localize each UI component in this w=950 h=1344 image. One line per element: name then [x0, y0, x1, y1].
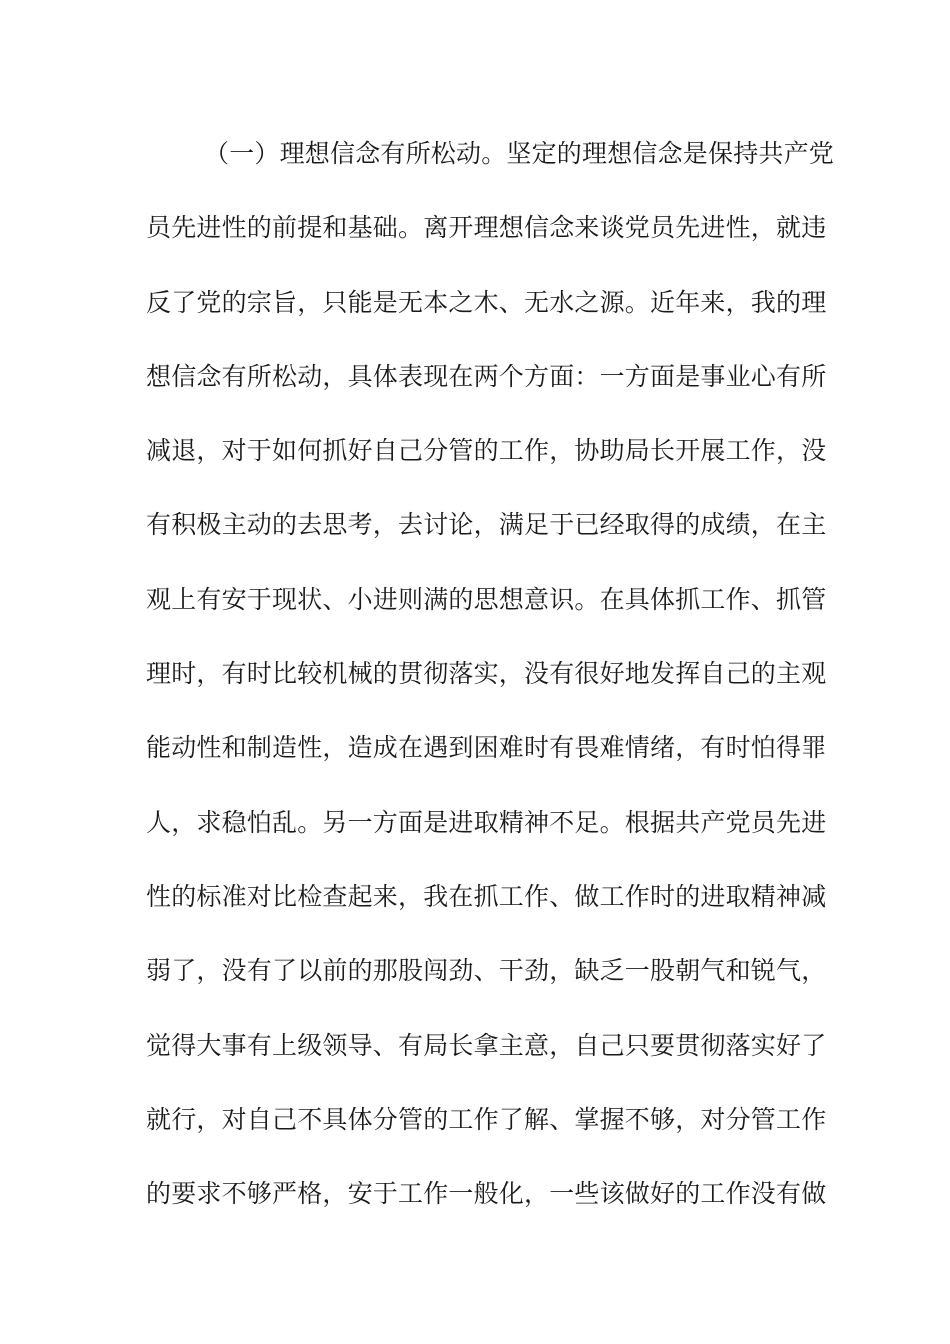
paragraph-line: 的要求不够严格，安于工作一般化，一些该做好的工作没有做 — [146, 1179, 827, 1209]
paragraph-line: 能动性和制造性，造成在遇到困难时有畏难情绪，有时怕得罪 — [146, 733, 827, 763]
paragraph-line: 想信念有所松动，具体表现在两个方面：一方面是事业心有所 — [146, 361, 827, 391]
paragraph-line: （一）理想信念有所松动。坚定的理想信念是保持共产党 — [204, 139, 835, 168]
paragraph-line: 员先进性的前提和基础。离开理想信念来谈党员先进性，就违 — [146, 213, 827, 243]
paragraph-line: 理时，有时比较机械的贯彻落实，没有很好地发挥自己的主观 — [146, 659, 827, 689]
paragraph-line: 有积极主动的去思考，去讨论，满足于已经取得的成绩，在主 — [146, 510, 827, 540]
paragraph-line: 反了党的宗旨，只能是无本之木、无水之源。近年来，我的理 — [146, 287, 827, 317]
paragraph-line: 减退，对于如何抓好自己分管的工作，协助局长开展工作，没 — [146, 436, 827, 466]
paragraph-line: 性的标准对比检查起来，我在抓工作、做工作时的进取精神减 — [146, 881, 827, 911]
paragraph-line: 人，求稳怕乱。另一方面是进取精神不足。根据共产党员先进 — [146, 807, 827, 837]
paragraph-line: 观上有安于现状、小进则满的思想意识。在具体抓工作、抓管 — [146, 584, 827, 614]
paragraph-line: 弱了，没有了以前的那股闯劲、干劲，缺乏一股朝气和锐气， — [146, 956, 827, 986]
body-paragraph — [146, 134, 835, 1248]
paragraph-line: 就行，对自己不具体分管的工作了解、掌握不够，对分管工作 — [146, 1104, 827, 1134]
paragraph-line: 觉得大事有上级领导、有局长拿主意，自己只要贯彻落实好了 — [146, 1030, 827, 1060]
